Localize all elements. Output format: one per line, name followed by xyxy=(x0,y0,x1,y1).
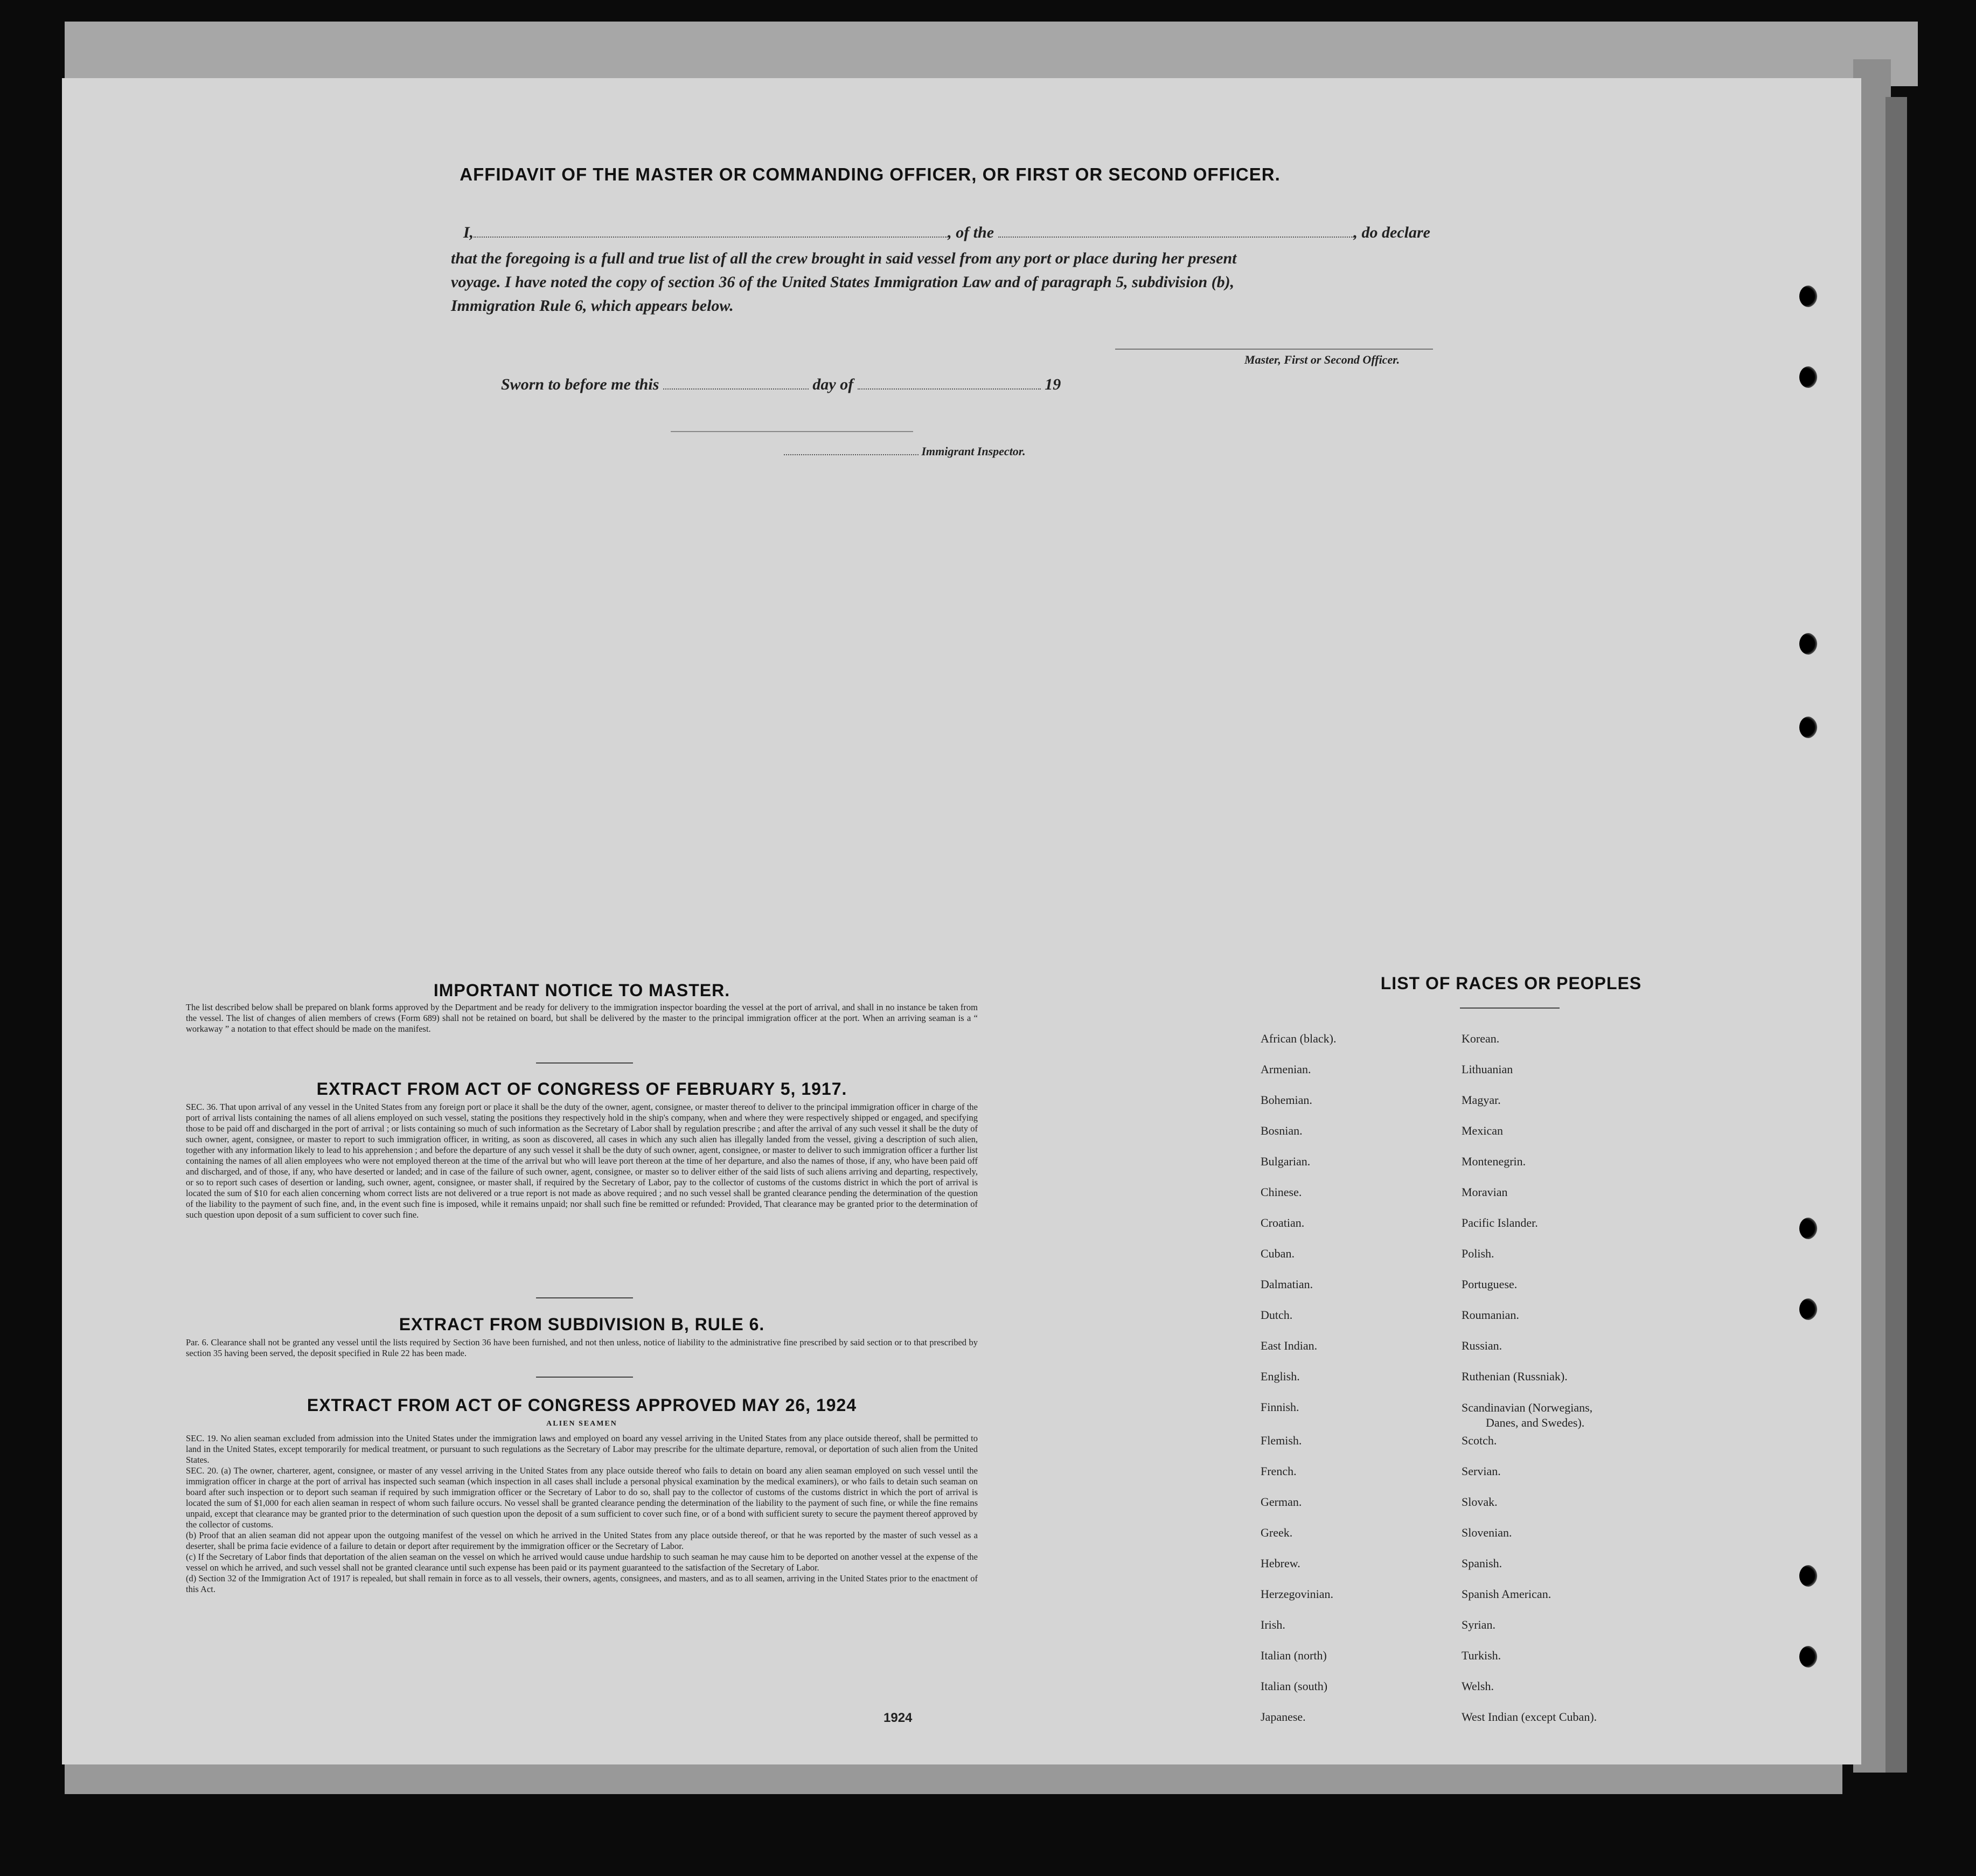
inspector-caption: Immigrant Inspector. xyxy=(921,444,1026,458)
sworn-line xyxy=(501,376,1061,394)
race-item: Syrian. xyxy=(1462,1618,1495,1631)
inspector-signature-blank[interactable] xyxy=(784,454,919,455)
race-item: Magyar. xyxy=(1462,1093,1501,1107)
year-prefix: 19 xyxy=(1045,376,1061,393)
race-item: English. xyxy=(1261,1370,1300,1383)
notice-title: IMPORTANT NOTICE TO MASTER. xyxy=(433,981,730,1000)
race-item: Polish. xyxy=(1462,1247,1494,1260)
race-item: Portuguese. xyxy=(1462,1277,1518,1291)
sec-20d-text: (d) Section 32 of the Immigration Act of 1917 is repealed, but shall remain in force as to all vessels, their owners, agents, consignees, and masters, and as to all seamen, arriving in the United States prior to the enactment of this Act. xyxy=(186,1573,978,1594)
race-item: Italian (south) xyxy=(1261,1679,1328,1693)
race-item: Slovak. xyxy=(1462,1495,1498,1509)
race-item: East Indian. xyxy=(1261,1339,1318,1352)
punch-hole-icon xyxy=(1799,1565,1818,1587)
race-item: Greek. xyxy=(1261,1526,1293,1539)
race-item: Croatian. xyxy=(1261,1216,1305,1229)
notice-text: The list described below shall be prepared on blank forms approved by the Department and be ready for delivery to the immigration inspector boarding the vessel at the port of arrival, and shall in no instance be taken from the vessel. The list of changes of alien members of crews (Form 689) shall not be retained on board, but shall be delivered by the master to the principal immigration officer at the port. When an arriving seaman is a “ workaway ” a notation to that effect should be made on the manifest. xyxy=(186,1002,978,1034)
affidavit-title: AFFIDAVIT OF THE MASTER OR COMMANDING OFFICER, OR FIRST OR SECOND OFFICER. xyxy=(460,164,1281,184)
name-blank[interactable] xyxy=(474,237,948,238)
day-of-label: day of xyxy=(812,376,854,393)
race-item: Ruthenian (Russniak). xyxy=(1462,1370,1568,1383)
punch-hole-icon xyxy=(1799,286,1818,307)
vessel-blank[interactable] xyxy=(998,237,1354,238)
document-sheet xyxy=(62,78,1861,1764)
divider xyxy=(536,1062,633,1064)
punch-hole-icon xyxy=(1799,633,1818,655)
race-item: Spanish American. xyxy=(1462,1587,1551,1601)
extract-1924-body xyxy=(186,1433,978,1595)
underlying-page-top xyxy=(65,22,1918,86)
races-right-column xyxy=(1462,1032,1597,1741)
affidavit-of-the: , of the xyxy=(948,224,994,241)
month-blank[interactable] xyxy=(858,388,1041,390)
extract-1917-title: EXTRACT FROM ACT OF CONGRESS OF FEBRUARY 5, 1917. xyxy=(316,1079,847,1099)
race-item: Dutch. xyxy=(1261,1308,1293,1322)
divider xyxy=(536,1377,633,1378)
punch-hole-icon xyxy=(1799,366,1818,388)
race-item: French. xyxy=(1261,1464,1297,1478)
race-item: Hebrew. xyxy=(1261,1557,1300,1570)
punch-hole-icon xyxy=(1799,1218,1818,1239)
divider xyxy=(536,1297,633,1298)
race-item: Spanish. xyxy=(1462,1557,1502,1570)
race-item: Dalmatian. xyxy=(1261,1277,1313,1291)
race-item: Korean. xyxy=(1462,1032,1500,1045)
race-item: Slovenian. xyxy=(1462,1526,1512,1539)
races-left-column xyxy=(1261,1032,1336,1741)
race-item: Roumanian. xyxy=(1462,1308,1519,1322)
handwritten-year-mark: 1924 xyxy=(883,1711,913,1725)
race-item: Servian. xyxy=(1462,1464,1501,1478)
inspector-line-upper xyxy=(671,431,913,432)
race-item: Scandinavian (Norwegians, xyxy=(1462,1401,1593,1414)
inspector-caption-row xyxy=(784,444,1026,458)
affidavit-line-3: voyage. I have noted the copy of section 36 of the United States Immigration Law and of paragraph 5, subdivision (b), xyxy=(451,273,1235,291)
sec-20b-text: (b) Proof that an alien seaman did not appear upon the outgoing manifest of the vessel on which he arrived in the United States from any place outside thereof, or that he was reported by the master of such vessel as a deserter, shall be prima facie evidence of a failure to detain or deport after requirement by the immigration officer or the Secretary of Labor. xyxy=(186,1530,978,1551)
divider xyxy=(1460,1008,1560,1009)
race-item: Bohemian. xyxy=(1261,1093,1312,1107)
race-item: German. xyxy=(1261,1495,1302,1509)
race-item: Moravian xyxy=(1462,1185,1508,1199)
race-item: Montenegrin. xyxy=(1462,1155,1526,1168)
sec-20c-text: (c) If the Secretary of Labor finds that deportation of the alien seaman on the vessel on which he arrived would cause undue hardship to such seaman he may cause him to be deported on another vessel at the expense of the vessel on which he arrived, and such vessel shall not be granted clearance until such expense has been paid or its payment guaranteed to the satisfaction of the Secretary of Labor. xyxy=(186,1552,978,1573)
sec-19-text: SEC. 19. No alien seaman excluded from admission into the United States under the immigration laws and employed on board any vessel arriving in the United States from any place outside thereof, shall be permitted to land in the United States, except temporarily for medical treatment, or pursuant to such regulations as the Secretary of Labor may prescribe for the ultimate departure, removal, or deportation of such alien from the United States. xyxy=(186,1433,978,1465)
punch-hole-icon xyxy=(1799,717,1818,738)
races-title: LIST OF RACES OR PEOPLES xyxy=(1380,974,1642,993)
race-item: Turkish. xyxy=(1462,1649,1501,1662)
race-item-two-line xyxy=(1462,1400,1597,1434)
affidavit-line-1 xyxy=(463,224,1430,242)
race-item: Russian. xyxy=(1462,1339,1502,1352)
punch-hole-icon xyxy=(1799,1298,1818,1320)
race-item: Scotch. xyxy=(1462,1434,1497,1447)
race-item: Flemish. xyxy=(1261,1434,1302,1447)
race-item: Mexican xyxy=(1462,1124,1503,1137)
sec-20a-text: SEC. 20. (a) The owner, charterer, agent, consignee, or master of any vessel arriving in the United States from any place outside thereof who fails to detain on board any alien seaman employed on such vessel until the immigration officer in charge at the port of arrival has inspected such seaman (which inspection in all cases shall include a personal physical examination by the medical examiners), or who fails to detain such seaman on board after such inspection or to deport such seaman if required by such immigration officer or the Secretary of Labor to do so, shall pay to the collector of customs of the customs district in which the port of arrival is located the sum of $1,000 for each alien seaman in respect of whom such failure occurs. No vessel shall be granted clearance pending the determination of the liability to the payment of such fine, or while the fine remains unpaid, except that clearance may be granted prior to the determination of such question upon the deposit of a sum sufficient to cover such fine, or of a bond with sufficient surety to secure the payment thereof approved by the collector of customs. xyxy=(186,1465,978,1530)
race-item: Herzegovinian. xyxy=(1261,1587,1333,1601)
race-item: Chinese. xyxy=(1261,1185,1302,1199)
affidavit-i: I, xyxy=(463,224,474,241)
extract-1924-title: EXTRACT FROM ACT OF CONGRESS APPROVED MAY 26, 1924 xyxy=(307,1395,857,1415)
race-item: Italian (north) xyxy=(1261,1649,1327,1662)
race-item: Japanese. xyxy=(1261,1710,1306,1724)
affidavit-declare: , do declare xyxy=(1353,224,1430,241)
day-blank[interactable] xyxy=(663,388,809,390)
race-item-continuation: Danes, and Swedes). xyxy=(1486,1416,1585,1429)
race-item: Cuban. xyxy=(1261,1247,1295,1260)
extract-rule6-text: Par. 6. Clearance shall not be granted any vessel until the lists required by Section 36 have been furnished, and not then unless, notice of liability to the administrative fine prescribed by said section or to that prescribed by section 35 having been served, the deposit specified in Rule 22 has been made. xyxy=(186,1337,978,1358)
race-item: West Indian (except Cuban). xyxy=(1462,1710,1597,1724)
extract-1917-text: SEC. 36. That upon arrival of any vessel in the United States from any foreign port or place it shall be the duty of the owner, agent, consignee, or master thereof to deliver to the principal immigration officer in charge of the port of arrival lists containing the names of all aliens employed on such vessel, stating the positions they respectively hold in the ship's company, when and where they were respectively shipped or engaged, and specifying those to be paid off and discharged in the port of arrival ; or lists containing so much of such information as the Secretary of Labor shall by regulation prescribe ; and after the arrival of any such vessel it shall be the duty of such owner, agent, consignee, or master to report to such immigration officer, in writing, as soon as discovered, all cases in which any such alien has illegally landed from the vessel, giving a description of such alien, together with any information likely to lead to his apprehension ; and before the departure of any such vessel it shall be the duty of such owner, agent, consignee, or master to deliver to such immigration officer a further list containing the names of all alien employees who were not employed thereon at the time of the arrival but who will leave port thereon at the time of her departure, and also the names of those, if any, who have been paid off and discharged, and of those, if any, who have deserted or landed; and in case of the failure of such owner, agent, consignee, or master so to deliver either of the said lists of such aliens arriving and departing, respectively, or so to report such cases of desertion or landing, such owner, agent, consignee, or master shall, if required by the Secretary of Labor, pay to the collector of customs of the customs district in which the port of arrival is located the sum of $10 for each alien concerning whom correct lists are not delivered or a true report is not made as above required ; and no such vessel shall be granted clearance pending the determination of the question of the liability to the payment of such fine, and, in the event such fine is imposed, while it remains unpaid; nor shall such fine be remitted or refunded: Provided, That clearance may be granted prior to the determination of such question upon deposit of a sum sufficient to cover such fine. xyxy=(186,1102,978,1220)
race-item: Lithuanian xyxy=(1462,1062,1513,1076)
alien-seamen-subtitle: ALIEN SEAMEN xyxy=(546,1420,617,1428)
master-caption: Master, First or Second Officer. xyxy=(1244,353,1400,366)
race-item: Bulgarian. xyxy=(1261,1155,1311,1168)
race-item: Pacific Islander. xyxy=(1462,1216,1538,1229)
race-item: Armenian. xyxy=(1261,1062,1311,1076)
sworn-label: Sworn to before me this xyxy=(501,376,659,393)
affidavit-line-4: Immigration Rule 6, which appears below. xyxy=(451,297,734,315)
punch-hole-icon xyxy=(1799,1646,1818,1667)
race-item: African (black). xyxy=(1261,1032,1337,1045)
extract-rule6-title: EXTRACT FROM SUBDIVISION B, RULE 6. xyxy=(399,1315,765,1334)
master-signature-line[interactable] xyxy=(1115,349,1433,350)
race-item: Bosnian. xyxy=(1261,1124,1303,1137)
underlying-page-right-2 xyxy=(1885,97,1907,1773)
race-item: Finnish. xyxy=(1261,1400,1299,1414)
race-item: Irish. xyxy=(1261,1618,1285,1631)
race-item: Welsh. xyxy=(1462,1679,1494,1693)
affidavit-line-2: that the foregoing is a full and true list of all the crew brought in said vessel from any port or place during her present xyxy=(451,249,1237,267)
